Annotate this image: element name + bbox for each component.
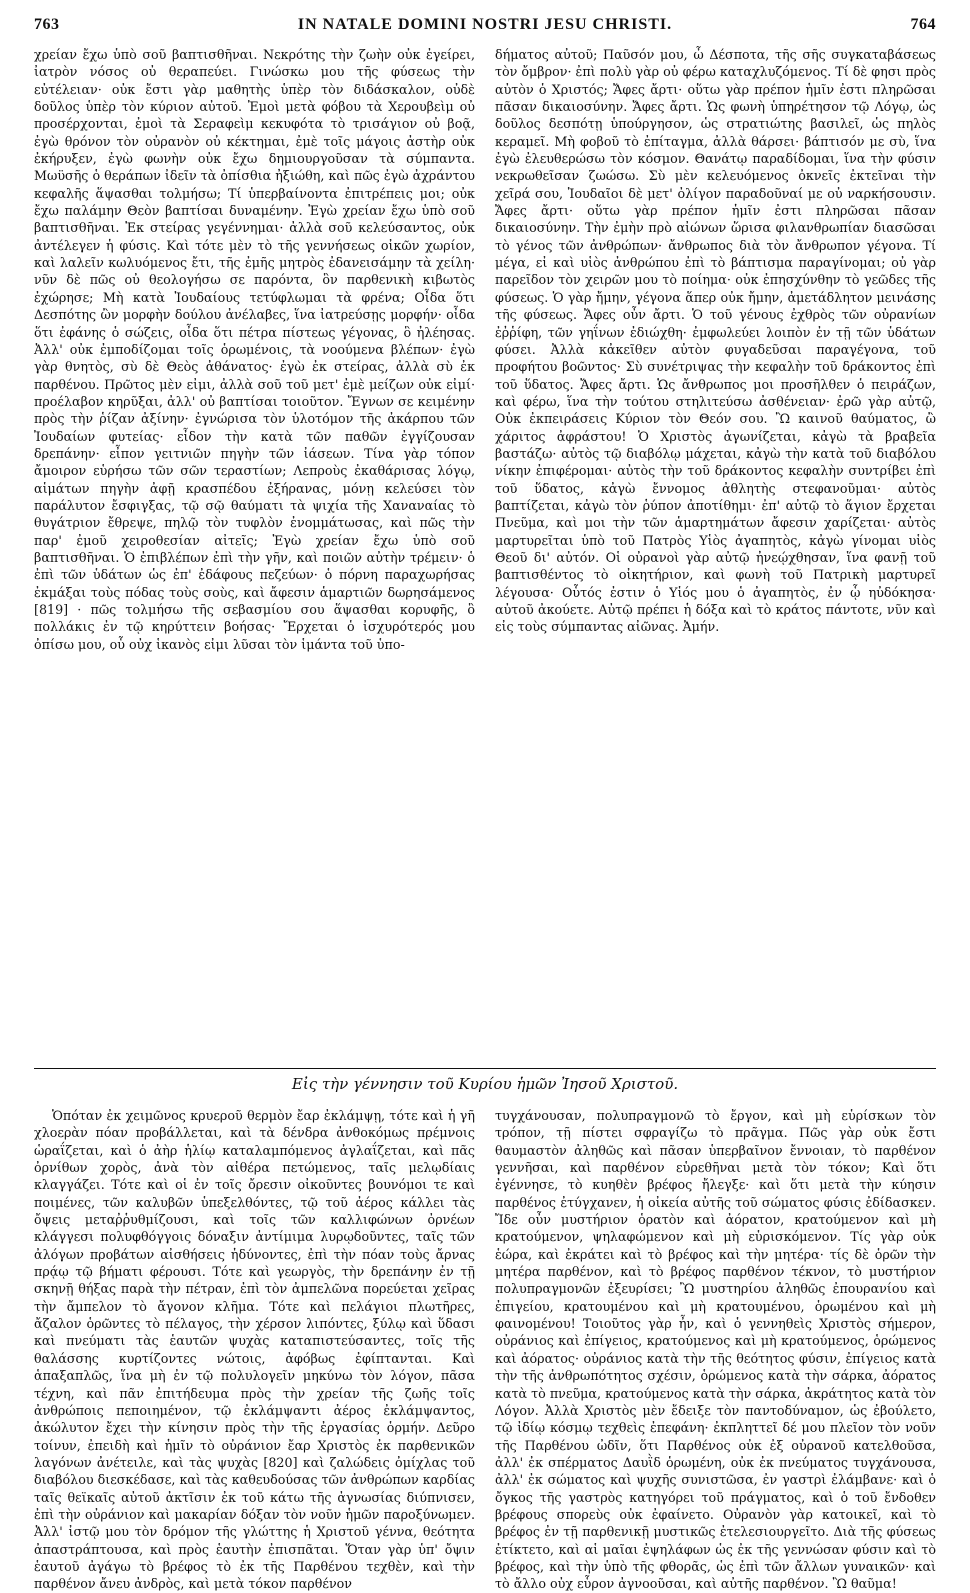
section-title: Εἰς τὴν γέννησιν τοῦ Κυρίου ἡμῶν Ἰησοῦ Χριστοῦ. [291,1075,679,1093]
bottom-left-text: Ὁπόταν ἐκ χειμῶνος κρυεροῦ θερμὸν ἔαρ ἐκλάμψῃ, τότε καὶ ἡ γῆ χλοερὰν πόαν προβάλλεται, καὶ τὰ δένδρα ἀνθοκόμως πρέμνοις ὡραΐζεται, καὶ ὁ ἀὴρ ἡλίῳ καταλαμπόμενος ἀγλαΐζεται, καὶ πᾶς ὀρνίθων χορὸς, ἀνὰ τὸν αἰθέρα πετώμενος, ταῖς μελῳδίαις κλαγγάζει. Τότε καὶ οἱ ἐν τοῖς ὄρεσιν οἰκοῦντες βουνόμοι τε καὶ ποιμένες, τῶν καλυβῶν ὑπεξελθόντες, τῷ τοῦ ἀέρος κάλλει τὰς ὄψεις μεταῤῥυθμίζουσι, καὶ τοῖς τῶν καλλιφώνων ὀρνέων κλάγγεσι πολυφθόγγοις δόναξιν ἀντίμιμα λυρῳδοῦντες, ταῖς τῶν ἀλόγων προβάτων αἰσθήσεις ἡδύνοντες, ἐπὶ τὴν πόαν τοὺς ἄρνας πρᾴῳ τῷ βήματι φέρουσι. Τότε καὶ γεωργὸς, τὴν δρεπάνην ἐν τῇ σκηνῇ θήξας παρὰ τὴν πέτραν, ἐπὶ τὸν ἀμπελῶνα πορεύεται χεῖρας τὴν ἄμπελον τὸ ἄγονον κλῆμα. Τότε καὶ πελάγιοι πλωτῆρες, ἄζαλον ὁρῶντες τὸ πέλαγος, τὴν χέρσον λιπόντες, ξύλῳ καὶ ὕδασι καὶ πνεύματι τὰς ἑαυτῶν ψυχὰς καταπιστεύσαντες, τοῖς τῆς θαλάσσης κυρτίζοντες νώτοις, ἀφόβως ἐφίπτανται. Καὶ ἁπαξαπλῶς, ἵνα μὴ ἐν τῷ πολυλογεῖν μηκύνω τὸν λόγον, πᾶσα τέχνη, καὶ πᾶν ἐπιτήδευμα πρὸς τὴν χρείαν τῆς ζωῆς τοῖς ἀνθρώποις πεποιημένον, τῷ ἐκλάμψαντι ἀέρος ἐκλάμψαντος, ἀκώλυτον ἔχει τὴν κίνησιν πρὸς τὴν τῆς ἐργασίας ὁρμήν. Δεῦρο τοίνυν, ἐπειδὴ καὶ ἡμῖν τὸ οὐράνιον ἔαρ Χριστὸς ἐκ παρθενικῶν λαγόνων ἀνέτειλε, καὶ τὰς ψυχὰς [820] καὶ ζαλώδεις ὀμίχλας τοῦ διαβόλου διεσκέδασε, καὶ τὰς καθευδούσας τῶν ἀνθρώπων καρδίας ταῖς θεϊκαῖς αὐτοῦ ἀκτῖσιν ἐκ τοῦ κάτω τῆς ἀγνωσίας διύπνισεν, ἐπὶ τὴν οὐράνιον καὶ μακαρίαν δόξαν τὸν νοῦν ἡμῶν παροξύνωμεν. Ἀλλ' ἰστῷ μου τὸν δρόμον τῆς γλώττης ἡ Χριστοῦ γέννα, θεότητα ἀπαστράπτουσα, καὶ πρὸς ἑαυτὴν ἐπισπᾶται. Ὅταν γὰρ ὑπ' ὄψιν ἑαυτοῦ ἀγάγω τὸ βρέφος τὸ ἐκ τῆς Παρθένου τεχθὲν, καὶ τὴν παρθένον ἄνευ ἀνδρὸς, καὶ μετὰ τόκον παρθένον [34,1108,475,1592]
bottom-columns [34,1107,936,1592]
right-page-number: 764 [910,16,936,33]
running-title: IN NATALE DOMINI NOSTRI JESU CHRISTI. [297,16,673,33]
left-page-number: 763 [34,16,60,33]
top-right-text: δήματος αὐτοῦ; Παῦσόν μου, ὦ Δέσποτα, τῆς σῆς συγκαταβάσεως τὸν ὄμβρον· ἐπὶ πολὺ γὰρ οὐ φέρω καταχλυζόμενος. Τί δὲ φησι πρὸς αὐτὸν ὁ Χριστός; Ἄφες ἄρτι· οὕτω γὰρ πρέπον ἡμῖν ἐστι πληρῶσαι πᾶσαν δικαιοσύνην. Ἄφες ἄρτι. Ὡς φωνὴ ὑπηρέτησον τῷ Λόγῳ, ὡς δοῦλος δεσπότῃ ὑπούργησον, ὡς στρατιώτης βασιλεῖ, ὡς πηλὸς κεραμεῖ. Μὴ φοβοῦ τὸ ἐπίταγμα, ἀλλὰ θάρσει· βάπτισόν με σὺ, ἵνα ἐγὼ ἐλευθερώσω τὸν κόσμον. Θανάτῳ παραδίδομαι, ἵνα τὴν φύσιν νεκρωθεῖσαν ζωώσω. Σὺ μὲν κελευόμενος ὀκνεῖς ἐκτεῖναι τὴν χεῖρά σου, Ἰουδαῖοι δὲ μετ' ὀλίγον παραδοῦναί με οὐ ναρκήσουσιν. Ἄφες ἄρτι· οὕτω γὰρ πρέπον ἡμῖν ἐστι πληρῶσαι πᾶσαν δικαιοσύνην. Τὴν ἐμὴν πρὸ αἰώνων ὥρισα φιλανθρωπίαν διασῶσαι τὸ γένος τῶν ἀνθρώπων· ἄνθρωπος διὰ τὸν ἄνθρωπον γέγονα. Τί μέγα, εἰ καὶ υἱὸς ἀνθρώπου ἐπὶ τὸ βάπτισμα παραγίνομαι; οὐ γὰρ παρεῖδον τὸν χειρῶν μου τὸ ποίημα· οὐκ ἐπησχύνθην τὸ γεῶδες τῆς φύσεως. Ὁ γὰρ ἤμην, γέγονα ἅπερ οὐκ ἤμην, ἀμετάδλητον μεινάσης τῆς φύσεως. Ἄφες οὖν ἄρτι. Ὁ τοῦ γένους ἐχθρὸς τῶν οὐρανίων ἐῤῥίφη, τῶν γηΐνων ἐδιώχθη· ἐμφωλεύει λοιπὸν ἐν τῇ τῶν ὑδάτων φύσει. Ἀλλὰ κἀκεῖθεν αὐτὸν φυγαδεῦσαι παραγέγονα, τοῦ προφήτου βοῶντος· Σὺ συνέτριψας τὴν κεφαλὴν τοῦ δράκοντος ἐπὶ τοῦ ὕδατος. Ἄφες ἄρτι. Ὡς ἄνθρωπος μοι προσῆλθεν ὁ πειράζων, καὶ φέρω, ἵνα τὴν τούτου στηλιτεύσω ἀσθένειαν· ἐρῶ γὰρ αὐτῷ, Οὐκ ἐκπειράσεις Κύριον τὸν Θεόν σου. Ὢ καινοῦ θαύματος, ὢ χάριτος ἀφράστου! Ὁ Χριστὸς ἀγωνίζεται, κἀγὼ τὰ βραβεῖα βαστάζω· αὐτὸς τῷ διαβόλῳ μάχεται, κἀγὼ τὴν κατὰ τοῦ διαβόλου νίκην ἐπιφέρομαι· αὐτὸς τὴν τοῦ δράκοντος κεφαλὴν συντρίβει ἐπὶ τοῦ ὕδατος, κἀγὼ ἔννομος ἀθλητὴς στεφανοῦμαι· αὐτὸς βαπτίζεται, κἀγὼ τὸν ῥύπον ἀποτίθημι· ἐπ' αὐτῷ τὸ ἅγιον ἔρχεται Πνεῦμα, καὶ μοι τὴν τῶν ἁμαρτημάτων ἄφεσιν χαρίζεται· αὐτὸς μαρτυρεῖται ὑπὸ τοῦ Πατρὸς Υἱὸς ἀγαπητὸς, κἀγὼ γίνομαι υἱὸς Θεοῦ δι' αὐτόν. Οἱ οὐρανοὶ γὰρ αὐτῷ ἠνεῴχθησαν, ἵνα φανῇ τοῦ βαπτισθέντος τὸ οἰκητήριον, καὶ φωνὴ τοῦ Πατρικὴ μαρτυρεῖ λέγουσα· Οὗτός ἐστιν ὁ Υἱός μου ὁ ἀγαπητὸς, ἐν ᾧ ηὐδόκησα· αὐτοῦ ἀκούετε. Αὐτῷ πρέπει ἡ δόξα καὶ τὸ κράτος πάντοτε, νῦν καὶ εἰς τοὺς σύμπαντας αἰῶνας. Ἀμήν. [495,47,936,635]
page-header [34,16,936,46]
section-divider [34,1068,936,1069]
top-right-column [495,46,936,1056]
top-left-text: χρείαν ἔχω ὑπὸ σοῦ βαπτισθῆναι. Νεκρότης τὴν ζωὴν οὐκ ἐγείρει, ἰατρὸν νόσος οὐ θεραπεύει. Γινώσκω μου τῆς φύσεως τὴν εὐτέλειαν· οὐκ ἔστι γὰρ μαθητὴς ὑπὲρ τὸν διδάσκαλον, οὐδὲ δοῦλος ὑπὲρ τὸν κύριον αὐτοῦ. Ἐμοὶ μετὰ φόβου τὰ Χερουβεὶμ οὐ προσέρχονται, ἐμοὶ τὰ Σεραφεὶμ κεκυφότα τὸ τρισάγιον οὐ βοᾷ, ἐγὼ θρόνον τὸν οὐρανὸν οὐ κέκτημαι, ἐμὲ τοῖς μάγοις ἀστὴρ οὐκ ἐκήρυξεν, ἐγὼ φωνὴν οὐκ ἔχω δημιουργοῦσαν τὰ σύμπαντα. Μωϋσῆς ὁ θεράπων ἰδεῖν τὰ ὀπίσθια ἠξιώθη, καὶ πῶς ἐγὼ ἀχράντου κεφαλῆς ἅψασθαι τολμήσω; Τί ὑπερβαίνοντα ἐπιτρέπεις μοι; οὐκ ἔχω παλάμην Θεὸν βαπτίσαι δυναμένην. Ἐγὼ χρείαν ἔχω ὑπὸ σοῦ βαπτισθῆναι. Ἐκ στείρας γεγέννημαι· ἀλλὰ σοῦ κελεύσαντος, οὐκ ἀντέλεγεν ἡ φύσις. Καὶ τότε μὲν τὸ τῆς γεννήσεως οἰκῶν χωρίον, καὶ λαλεῖν κωλυόμενος ἔτι, τῆς ἐμῆς μητρὸς ἐδανεισάμην τὰ χείλη· νῦν δὲ πῶς οὐ θεολογήσω σε παρόντα, ὃν παρθενικὴ κιβωτὸς ἐχώρησε; Μὴ κατὰ Ἰουδαίους τετύφλωμαι τὰ φρένα; Οἶδα ὅτι Δεσπότης ὢν μορφὴν δούλου ἀνέλαβες, ἵνα ἰατρεύσῃς μορφήν· οἶδα ὅτι ἐφάνης ὁ σώζεις, οἶδα ὅτι πέτρα πίστεως γέγονας, ὃ ἠλέησας. Ἀλλ' οὐκ ἐμποδίζομαι τοῖς ὁρωμένοις, τὰ νοούμενα βλέπων· ἐγὼ γὰρ θνητὸς, σὺ δὲ Θεὸς ἀθάνατος· ἐγὼ ἐκ στείρας, ἀλλὰ σὺ ἐκ παρθένου. Πρῶτος μὲν εἰμι, ἀλλὰ σοῦ τοῦ μετ' ἐμὲ μείζων οὐκ εἰμί· προέλαβον κηρῦξαι, ἀλλ' οὐ βαπτίσαι τοιοῦτον. Ἔγνων σε κειμένην πρὸς τὴν ῥίζαν ἀξίνην· ἐγνώρισα τὸν ὑλοτόμον τῆς ἀκάρπου τῶν Ἰουδαίων φυτείας· εἶδον τὴν κατὰ τῶν παθῶν ἐγγίζουσαν δρεπάνην· εἶπον γειτνιῶν πηγὴν τῶν ἰάσεων. Τίνα γὰρ τόπον ἄμοιρον εὑρήσω τῶν σῶν τεραστίων; Λεπροὺς ἐκαθάρισας λόγῳ, αἱμάτων πηγὴν ἀφῇ κρασπέδου ἐξήρανας, μόνῃ κελεύσει τὸν παράλυτον ἔσφιγξας, τῷ σῷ θαύματι τὰ ψιχία τῆς Χαναναίας τὸ θυγάτριον ἔθρεψε, πηλῷ τὸν τυφλὸν ἐνομμάτωσας, καὶ πῶς τὴν παρ' ἐμοῦ χειροθεσίαν αἰτεῖς; Ἐγὼ χρείαν ἔχω ὑπὸ σοῦ βαπτισθῆναι. Ὁ ἐπιβλέπων ἐπὶ τὴν γῆν, καὶ ποιῶν αὐτὴν τρέμειν· ὁ ἐπὶ τῶν ὑδάτων ὡς ἐπ' ἐδάφους πεζεύων· ὁ πόρνη παραχωρήσας ἐκμάξαι τοὺς πόδας τοὺς σοὺς, καὶ ἄφεσιν ἁμαρτιῶν δωρησάμενος [819] · πῶς τολμήσω τῆς σεβασμίου σου ἅψασθαι κορυφῆς, ὃ πολλάκις ἐν τῷ κηρύττειν βοήσας· Ἔρχεται ὁ ἰσχυρότερός μου ὀπίσω μου, οὗ οὐχ ἱκανὸς εἰμι λῦσαι τὸν ἱμάντα τοῦ ὑπο- [34,47,475,652]
bottom-right-text: τυγχάνουσαν, πολυπραγμονῶ τὸ ἔργον, καὶ μὴ εὑρίσκων τὸν τρόπον, τῇ πίστει σφραγίζω τὸ πρᾶγμα. Πῶς γὰρ οὐκ ἔστι θαυμαστὸν ἀληθῶς καὶ πᾶσαν ὑπερβαῖνον ἔννοιαν, τὸ παρθένον γεννῆσαι, καὶ παρθένον εὑρεθῆναι μετὰ τὸν τόκον; Καὶ ὅτι ἐγέννησε, τὸ κυηθὲν βρέφος ἤλεγξε· καὶ ὅτι μετὰ τὴν κύησιν παρθένος ἐτύγχανεν, ἡ οἰκεία αὐτῆς τοῦ σώματος φύσις ἐδίδασκεν. Ἴδε οὖν μυστήριον ὁρατὸν καὶ ἀόρατον, κρατούμενον καὶ μὴ κρατούμενον, ψηλαφώμενον καὶ μὴ εὑρισκόμενον. Τίς γὰρ οὐκ ἑώρα, καὶ ἐκράτει καὶ τὸ βρέφος καὶ τὴν μητέρα· τίς δὲ ὁρῶν τὴν μητέρα παρθένον, καὶ τὸ βρέφος παρθένον τέκνον, τὸ μυστήριον πολυπραγμονῶν ἐξευρίσει; Ὢ μυστηρίου ἀληθῶς ἐπουρανίου καὶ ἐπιγείου, κρατουμένου καὶ μὴ κρατουμένου, ὁρωμένου καὶ μὴ φαινομένου! Τοιοῦτος γὰρ ἦν, καὶ ὁ γεννηθεὶς Χριστὸς σήμερον, οὐράνιος καὶ ἐπίγειος, κρατούμενος καὶ μὴ κρατούμενος, ὁρώμενος καὶ ἀόρατος· οὐράνιος κατὰ τὴν τῆς θεότητος φύσιν, ἐπίγειος κατὰ τὴν τῆς ἀνθρωπότητος σχέσιν, ὁρώμενος κατὰ τὴν σάρκα, ἀόρατος κατὰ τὸ πνεῦμα, κρατούμενος κατὰ τὴν σάρκα, ἀκράτητος κατὰ τὸν Λόγον. Ἀλλὰ Χριστὸς μὲν ἔδειξε τὸν παντοδύναμον, ὡς ἐβούλετο, τῷ ἰδίῳ κόσμῳ τεχθεὶς ἐπεφάνη· ἐκπληττεῖ δέ μου πλεῖον τὸν νοῦν τῆς Παρθένου ὠδῖν, ὅτι Παρθένος οὐκ ἐξ οὐρανοῦ κατελθοῦσα, ἀλλ' ἐκ σπέρματος Δαυῒδ ὁρωμένη, οὐκ ἐκ πνεύματος τυγχάνουσα, ἀλλ' ἐκ σώματος καὶ ψυχῆς συνιστῶσα, ἐν γαστρὶ ἐλάμβανε· καὶ ὁ ὄγκος τῆς γαστρὸς κατηγόρει τοῦ πράγματος, καὶ ὁ τοῦ ἔνδοθεν βρέφους σπορεὺς οὐκ ἐφαίνετο. Οὐρανὸν γὰρ κατοικεῖ, καὶ τὸ βρέφος ἐν τῇ παρθενικῇ μυστικῶς ἐτελεσιουργεῖτο. Διὰ τῆς φύσεως ἐτίκτετο, καὶ αἱ μαῖαι ἐψηλάφων ὡς ἐκ τῆς γεννώσαν φύσιν καὶ τὸ βρέφος, καὶ τὴν ὑπὸ τῆς φθορᾶς, ὡς ἐπὶ τῶν ἄλλων γυναικῶν· καὶ τὸ ἄλλο οὐχ εὗρον ἀγνοοῦσαι, καὶ αὐτῆς παρθένον. Ὢ θαῦμα! [495,1108,936,1592]
bottom-left-column [34,1107,475,1592]
bottom-right-column [495,1107,936,1592]
top-columns [34,46,936,1056]
top-left-column [34,46,475,1056]
